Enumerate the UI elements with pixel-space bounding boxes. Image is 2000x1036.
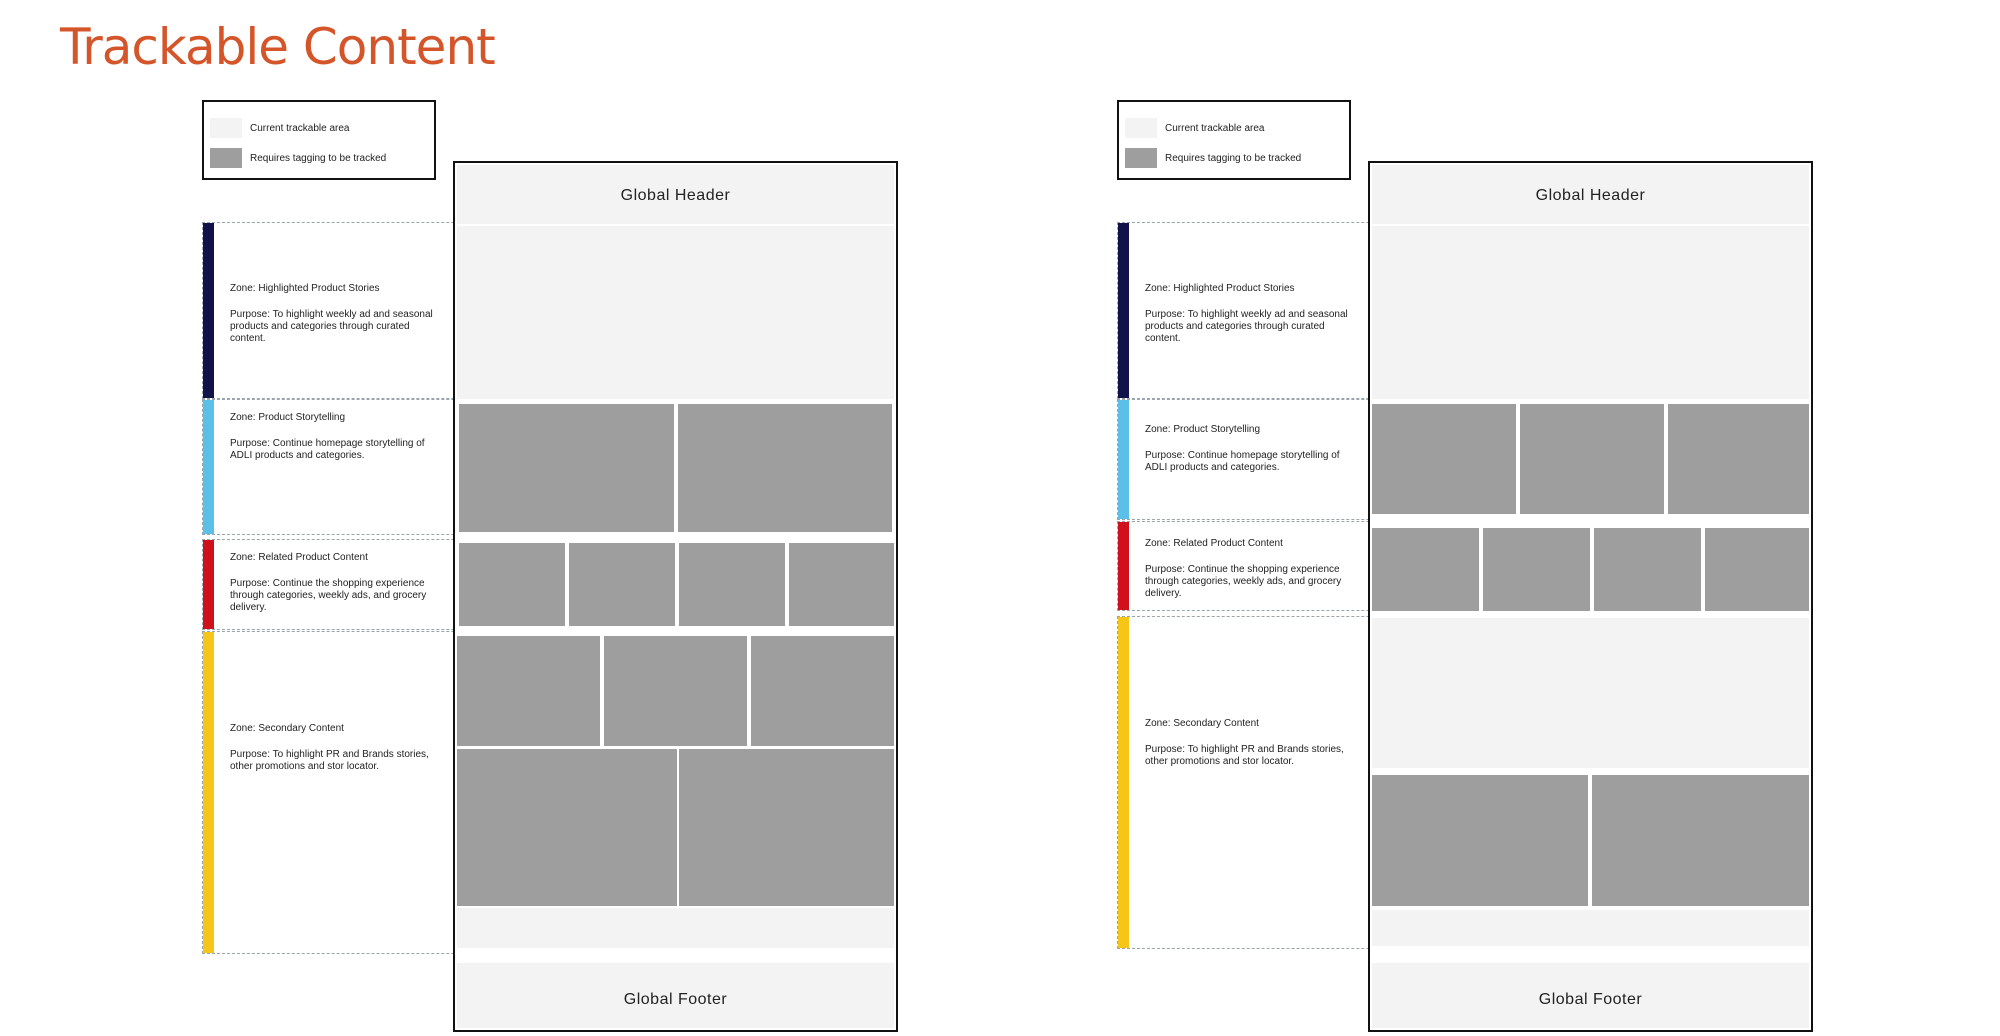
- highlighted-stories-area: [1372, 226, 1809, 399]
- zone-name: Zone: Secondary Content: [230, 723, 344, 734]
- storytelling-tile: [1372, 404, 1516, 514]
- highlighted-stories-area: [457, 226, 894, 399]
- legend-item-tagging: [1125, 148, 1301, 168]
- page-wireframe: [1368, 161, 1813, 1032]
- storytelling-tile: [1520, 404, 1664, 514]
- zone-purpose: Purpose: Continue homepage storytelling of ADLI products and categories.: [1145, 450, 1340, 473]
- storytelling-tile: [459, 404, 674, 532]
- secondary-trackable-strip: [457, 908, 894, 948]
- zone-name: Zone: Related Product Content: [1145, 538, 1283, 549]
- trackable-swatch: [210, 118, 242, 138]
- secondary-content-tile: [604, 636, 747, 746]
- secondary-content-tile: [457, 636, 600, 746]
- layout-panel-right: [915, 0, 1915, 1036]
- global-header-label: Global Header: [620, 187, 731, 204]
- secondary-trackable-area: [1372, 618, 1809, 768]
- storytelling-tile: [678, 404, 892, 532]
- tagging-swatch: [210, 148, 242, 168]
- secondary-content-tile: [457, 749, 677, 906]
- related-content-tile: [1705, 528, 1809, 611]
- related-content-tile: [1372, 528, 1479, 611]
- secondary-content-tile: [1372, 775, 1588, 906]
- secondary-trackable-strip: [1372, 910, 1809, 946]
- secondary-content-tile: [751, 636, 894, 746]
- zone-purpose: Purpose: To highlight weekly ad and seasonal products and categories through curated content.: [1145, 309, 1348, 344]
- zone-color-bar: [203, 632, 214, 953]
- zone-color-bar: [1118, 522, 1129, 610]
- related-content-tile: [569, 543, 675, 626]
- zone-purpose: Purpose: To highlight PR and Brands stories, other promotions and stor locator.: [1145, 744, 1344, 767]
- global-footer-area: [1372, 963, 1809, 1028]
- secondary-content-tile: [1592, 775, 1809, 906]
- legend: [202, 100, 436, 180]
- zone-purpose: Purpose: To highlight PR and Brands stories, other promotions and stor locator.: [230, 749, 429, 772]
- secondary-content-tile: [679, 749, 894, 906]
- global-header-area: [457, 165, 894, 224]
- legend-label: Requires tagging to be tracked: [1165, 152, 1302, 164]
- zone-color-bar: [1118, 617, 1129, 948]
- legend-item-trackable: [210, 118, 350, 138]
- related-content-tile: [679, 543, 785, 626]
- legend: [1117, 100, 1351, 180]
- related-content-tile: [1483, 528, 1590, 611]
- legend-label: Current trackable area: [1165, 122, 1265, 134]
- legend-item-trackable: [1125, 118, 1265, 138]
- related-content-tile: [789, 543, 894, 626]
- zone-purpose: Purpose: To highlight weekly ad and seasonal products and categories through curated content.: [230, 309, 433, 344]
- legend-item-tagging: [210, 148, 386, 168]
- zone-color-bar: [203, 223, 214, 398]
- storytelling-tile: [1668, 404, 1809, 514]
- zone-color-bar: [203, 400, 214, 534]
- legend-label: Requires tagging to be tracked: [250, 152, 387, 164]
- tagging-swatch: [1125, 148, 1157, 168]
- zone-name: Zone: Product Storytelling: [230, 412, 346, 423]
- global-footer-area: [457, 963, 894, 1028]
- global-header-area: [1372, 165, 1809, 224]
- trackable-swatch: [1125, 118, 1157, 138]
- zone-color-bar: [1118, 400, 1129, 519]
- zone-name: Zone: Related Product Content: [230, 552, 368, 563]
- global-header-label: Global Header: [1535, 187, 1646, 204]
- page-wireframe: [453, 161, 898, 1032]
- related-content-tile: [459, 543, 565, 626]
- zone-purpose: Purpose: Continue the shopping experience through categories, weekly ads, and grocery delivery.: [1145, 564, 1342, 599]
- zone-color-bar: [203, 540, 214, 629]
- legend-label: Current trackable area: [250, 122, 350, 134]
- zone-name: Zone: Product Storytelling: [1145, 424, 1261, 435]
- zone-name: Zone: Highlighted Product Stories: [230, 283, 380, 294]
- related-content-tile: [1594, 528, 1701, 611]
- zone-color-bar: [1118, 223, 1129, 398]
- zone-purpose: Purpose: Continue homepage storytelling of ADLI products and categories.: [230, 438, 425, 461]
- global-footer-label: Global Footer: [1538, 991, 1643, 1008]
- global-footer-label: Global Footer: [623, 991, 728, 1008]
- zone-name: Zone: Secondary Content: [1145, 718, 1259, 729]
- zone-purpose: Purpose: Continue the shopping experience through categories, weekly ads, and grocery delivery.: [230, 578, 427, 613]
- zone-name: Zone: Highlighted Product Stories: [1145, 283, 1295, 294]
- page-title: Trackable Content: [60, 18, 495, 76]
